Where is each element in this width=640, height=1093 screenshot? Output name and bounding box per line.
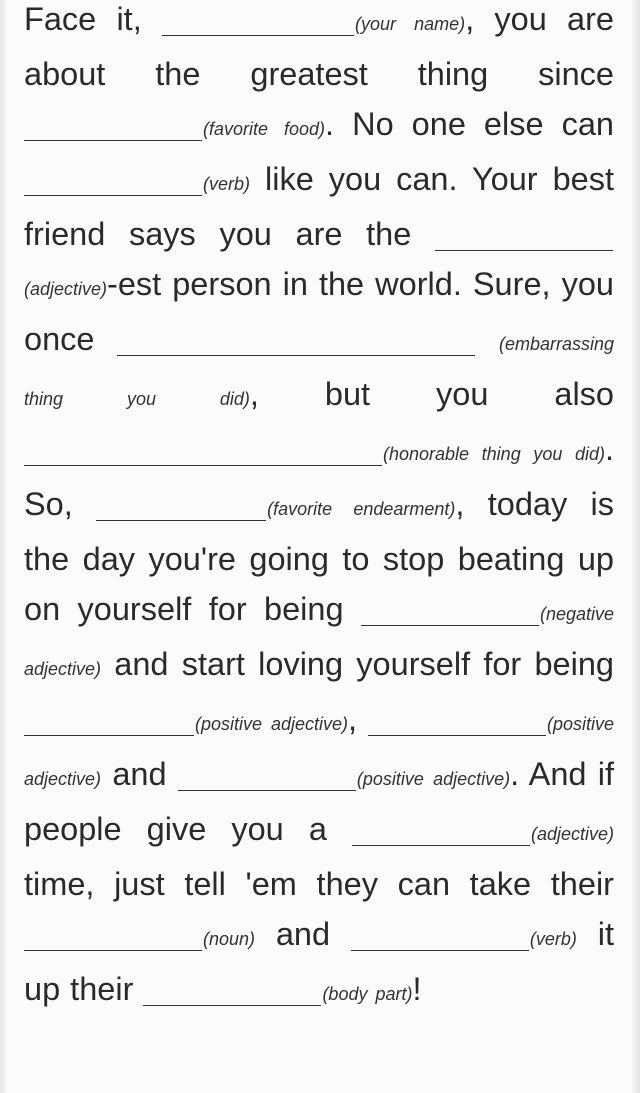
story-text: -est person in the world. Sure, you once — [24, 266, 614, 357]
blank-verb[interactable] — [24, 169, 202, 196]
story-text: . And if people give you a — [24, 756, 615, 847]
hint-body-part: (body part) — [322, 984, 413, 1004]
story-text: like you can. Your best friend says you are the — [24, 161, 614, 252]
blank-adjective-2[interactable] — [352, 819, 530, 846]
hint-your-name: (your name) — [354, 14, 466, 34]
blank-body-part[interactable] — [143, 979, 321, 1006]
hint-verb: (verb) — [203, 174, 251, 194]
story-text: and start loving yourself for being — [114, 646, 614, 682]
blank-positive-adjective-1[interactable] — [24, 709, 194, 736]
hint-favorite-endearment: (favorite endearment) — [267, 499, 456, 519]
hint-verb-2: (verb) — [529, 929, 577, 949]
hint-adjective: (adjective) — [24, 279, 108, 299]
story-text: , but you also — [249, 376, 614, 412]
blank-honorable-thing[interactable] — [24, 439, 382, 466]
story-text: . No one else can — [325, 106, 614, 142]
story-text: it up their — [24, 916, 615, 1007]
story-text: Face it, — [24, 1, 142, 37]
hint-negative-adjective: (negative adjective) — [24, 604, 615, 679]
blank-your-name[interactable] — [162, 9, 354, 36]
blank-positive-adjective-3[interactable] — [178, 764, 356, 791]
story-text: time, just tell 'em they can take their — [24, 866, 614, 902]
story-text: ! — [412, 971, 422, 1007]
hint-positive-adjective-1: (positive adjective) — [195, 714, 348, 734]
mad-lib-story — [24, 0, 614, 1019]
story-text: and — [275, 916, 331, 952]
page-edge-left — [0, 0, 7, 1093]
hint-noun: (noun) — [203, 929, 256, 949]
blank-adjective[interactable] — [435, 224, 613, 251]
blank-favorite-endearment[interactable] — [96, 494, 266, 521]
blank-noun[interactable] — [24, 924, 202, 951]
story-text: , today is the day you're going to stop beating up on yourself for being — [24, 486, 614, 627]
blank-embarrassing-thing[interactable] — [117, 329, 475, 356]
hint-positive-adjective-3: (positive adjective) — [356, 769, 511, 789]
story-text: , — [347, 701, 358, 737]
hint-favorite-food: (favorite food) — [203, 119, 326, 139]
story-text: . So, — [24, 431, 614, 522]
hint-adjective-2: (adjective) — [530, 824, 615, 844]
story-text: , you are about the greatest thing since — [24, 1, 615, 92]
blank-verb-2[interactable] — [351, 924, 529, 951]
blank-positive-adjective-2[interactable] — [368, 709, 546, 736]
page-edge-right — [632, 0, 640, 1093]
blank-favorite-food[interactable] — [24, 114, 202, 141]
story-text: and — [112, 756, 167, 792]
hint-embarrassing-thing: (embarrassing thing you did) — [24, 334, 614, 409]
blank-negative-adjective[interactable] — [361, 599, 539, 626]
hint-honorable-thing: (honorable thing you did) — [383, 444, 605, 464]
hint-positive-adjective-2: (positive adjective) — [24, 714, 614, 789]
